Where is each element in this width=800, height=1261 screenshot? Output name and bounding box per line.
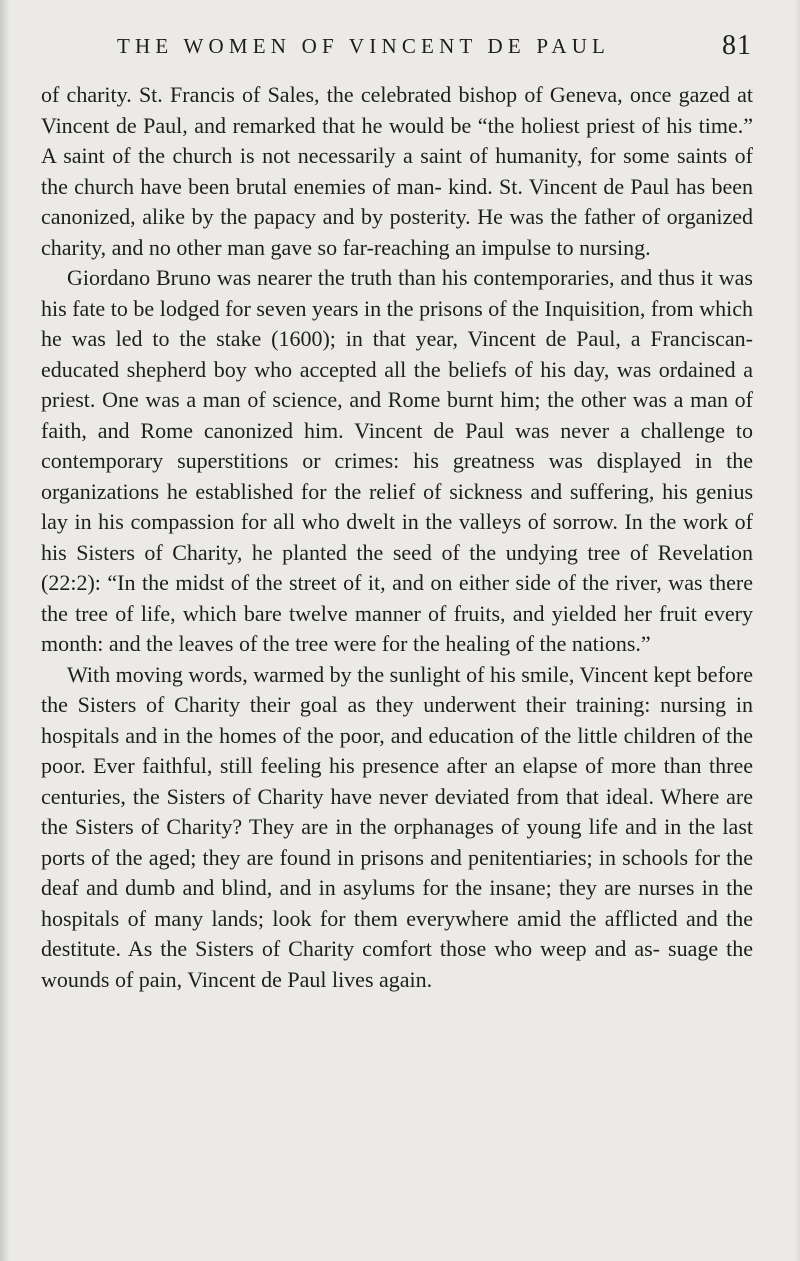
page-number: 81 — [722, 30, 752, 61]
running-title: THE WOMEN OF VINCENT DE PAUL — [117, 34, 611, 58]
binding-gutter-shadow — [0, 0, 10, 1261]
body-text — [41, 80, 753, 995]
paragraph-giordano-bruno: Giordano Bruno was nearer the truth than his contemporaries, and thus it was his fate to be lodged for seven years in the prisons of the Inquisition, from which he was led to the stake (1600); in that year, Vincent de Paul, a Franciscan-educated shepherd boy who accepted all the beliefs of his day, was ordained a priest. One was a man of science, and Rome burnt him; the other was a man of faith, and Rome canonized him. Vincent de Paul was never a challenge to contemporary superstitions or crimes: his greatness was displayed in the organizations he established for the relief of sickness and suffering, his genius lay in his compassion for all who dwelt in the valleys of sorrow. In the work of his Sisters of Charity, he planted the seed of the undying tree of Revelation (22:2): “In the midst of the street of it, and on either side of the river, was there the tree of life, which bare twelve manner of fruits, and yielded her fruit every month: and the leaves of the tree were for the healing of the nations.” — [41, 265, 753, 656]
running-head — [0, 30, 800, 70]
paragraph-sisters-of-charity: With moving words, warmed by the sunlight of his smile, Vincent kept before the Sisters of Charity their goal as they underwent their training: nursing in hospitals and in the homes of the poor, and education of the little children of the poor. Ever faithful, still feeling his presence after an elapse of more than three centuries, the Sisters of Charity have never deviated from that ideal. Where are the Sisters of Charity? They are in the orphanages of young life and in the last ports of the aged; they are found in prisons and penitentiaries; in schools for the deaf and dumb and blind, and in asylums for the insane; they are nurses in the hospitals of many lands; look for them everywhere amid the afflicted and the destitute. As the Sisters of Charity comfort those who weep and as- suage the wounds of pain, Vincent de Paul lives again. — [41, 661, 753, 992]
paragraph-continuation: of charity. St. Francis of Sales, the celebrated bishop of Geneva, once gazed at Vincent de Paul, and remarked that he would be “the holiest priest of his time.” A saint of the church is not necessarily a saint of humanity, for some saints of the church have been brutal enemies of man- kind. St. Vincent de Paul has been canonized, alike by the papacy and by posterity. He was the father of organized charity, and no other man gave so far-reaching an impulse to nursing. — [41, 82, 753, 260]
page-edge — [794, 0, 800, 1261]
